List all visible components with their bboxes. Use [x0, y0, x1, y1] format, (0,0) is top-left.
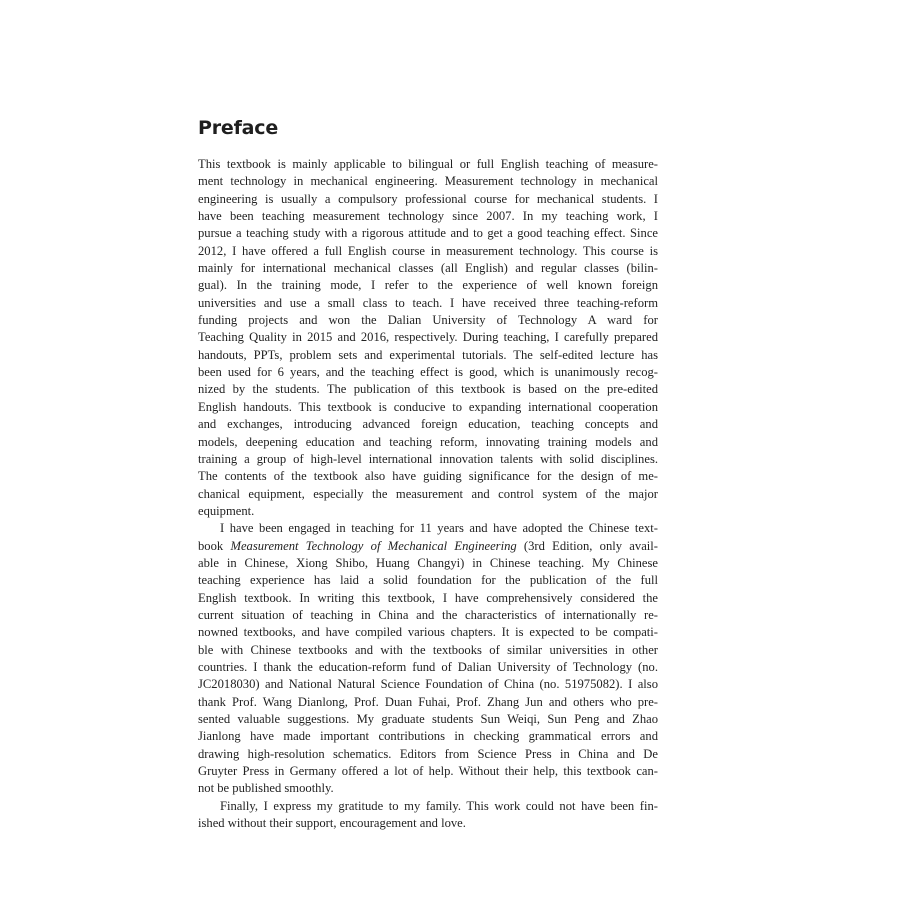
text-line: Jianlong have made important contributions in checking grammatical errors and: [198, 729, 658, 744]
text-line: I have been engaged in teaching for 11 years and have adopted the Chinese text-: [220, 521, 658, 536]
text-line: engineering is usually a compulsory professional course for mechanical students. I: [198, 191, 658, 206]
text-line: countries. I thank the education-reform fund of Dalian University of Technology (no.: [198, 659, 658, 674]
text-line: pursue a teaching study with a rigorous attitude and to get a good teaching effect. Since: [198, 226, 658, 241]
text-line: been used for 6 years, and the teaching effect is good, which is unanimously recog-: [198, 365, 658, 380]
book-title: Measurement Technology of Mechanical Engineering: [230, 538, 517, 553]
paragraph-1: [198, 156, 658, 520]
text-line: current situation of teaching in China and the characteristics of internationally re-: [198, 607, 658, 622]
text-line: 2012, I have offered a full English course in measurement technology. This course is: [198, 243, 658, 258]
text-line: English handouts. This textbook is conducive to expanding international cooperation: [198, 399, 658, 414]
text-line: mainly for international mechanical classes (all English) and regular classes (bilin-: [198, 261, 658, 276]
text-line: sented valuable suggestions. My graduate students Sun Weiqi, Sun Peng and Zhao: [198, 712, 658, 726]
text-line: models, deepening education and teaching reform, innovating training models and: [198, 434, 658, 449]
text-line: Gruyter Press in Germany offered a lot of help. Without their help, this textbook can-: [198, 764, 658, 779]
page-title: Preface: [198, 117, 279, 139]
text-line: ished without their support, encouragement and love.: [198, 816, 466, 831]
text-line: Finally, I express my gratitude to my family. This work could not have been fin-: [220, 798, 658, 813]
text-line: The contents of the textbook also have guiding significance for the design of me-: [198, 469, 658, 484]
text-line: thank Prof. Wang Dianlong, Prof. Duan Fuhai, Prof. Zhang Jun and others who pre-: [198, 694, 658, 709]
text-line: have been teaching measurement technology since 2007. In my teaching work, I: [198, 209, 658, 224]
text-line: JC2018030) and National Natural Science Foundation of China (no. 51975082). I also: [198, 677, 658, 692]
paragraph-2: [198, 520, 658, 798]
text-line: nowned textbooks, and have compiled various chapters. It is expected to be compati-: [198, 625, 658, 640]
text-line: ble with Chinese textbooks and with the textbooks of similar universities in other: [198, 642, 658, 657]
text-line: and exchanges, introducing advanced foreign education, teaching concepts and: [198, 417, 658, 432]
preface-body: [198, 156, 658, 832]
text-line: This textbook is mainly applicable to bilingual or full English teaching of measure-: [198, 157, 658, 171]
text-line: Teaching Quality in 2015 and 2016, respectively. During teaching, I carefully prepared: [198, 330, 658, 345]
text-line: ment technology in mechanical engineering. Measurement technology in mechanical: [198, 174, 658, 189]
text-line: funding projects and won the Dalian University of Technology A ward for: [198, 313, 658, 328]
text-segment: book: [198, 538, 231, 553]
text-line: [198, 538, 658, 555]
text-line: able in Chinese, Xiong Shibo, Huang Changyi) in Chinese teaching. My Chinese: [198, 555, 658, 570]
text-line: teaching experience has laid a solid foundation for the publication of the full: [198, 573, 658, 588]
text-line: English textbook. In writing this textbook, I have comprehensively considered the: [198, 590, 658, 605]
text-line: not be published smoothly.: [198, 781, 334, 796]
text-line: chanical equipment, especially the measurement and control system of the major: [198, 486, 658, 501]
paragraph-3: [198, 798, 658, 833]
text-line: equipment.: [198, 503, 255, 518]
text-line: handouts, PPTs, problem sets and experimental tutorials. The self-edited lecture has: [198, 347, 658, 362]
text-line: gual). In the training mode, I refer to the experience of well known foreign: [198, 278, 658, 293]
text-line: drawing high-resolution schematics. Editors from Science Press in China and De: [198, 746, 658, 761]
text-line: training a group of high-level international innovation talents with solid disciplines.: [198, 451, 658, 466]
text-line: universities and use a small class to teach. I have received three teaching-reform: [198, 295, 658, 310]
text-line: nized by the students. The publication of this textbook is based on the pre-edited: [198, 382, 658, 397]
text-segment: (3rd Edition, only avail-: [516, 538, 658, 553]
